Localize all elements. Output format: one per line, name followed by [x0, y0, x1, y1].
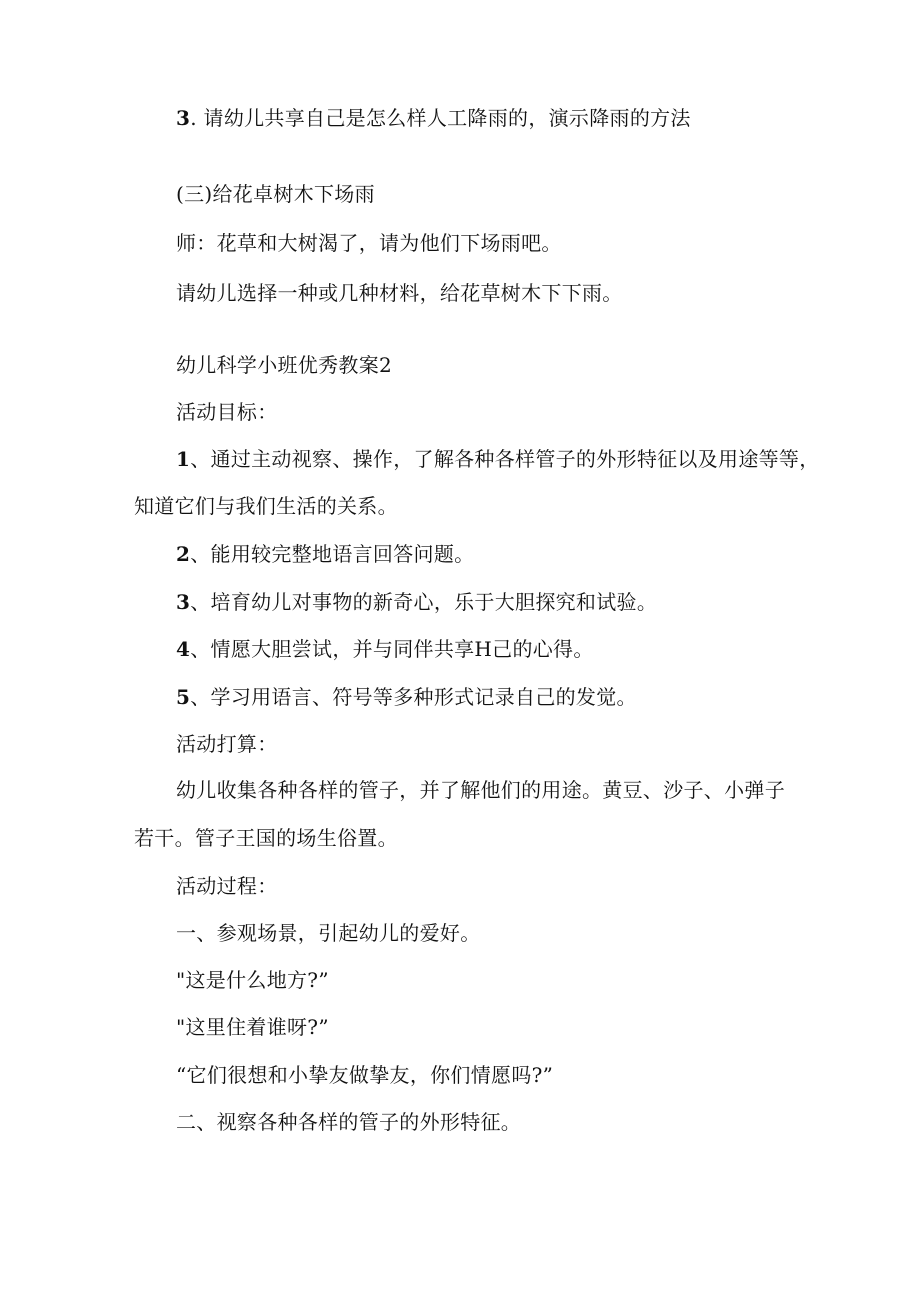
text-line [176, 279, 623, 307]
text-line [176, 919, 481, 947]
section-heading [176, 180, 375, 208]
section-heading [176, 730, 278, 758]
line-text: 幼儿收集各种各样的管子，并了解他们的用途。黄豆、沙子、小弹子 [176, 778, 785, 802]
line-number: 2 [176, 542, 191, 566]
text-line [176, 1061, 553, 1089]
line-number: 3 [176, 106, 191, 130]
line-text: 师：花草和大树渴了，请为他们下场雨吧。 [176, 231, 562, 255]
section-heading [176, 398, 278, 426]
line-text: 活动目标： [176, 400, 278, 424]
line-number: 1 [176, 447, 191, 471]
text-line [134, 492, 398, 520]
list-item [176, 683, 637, 711]
line-text: 、情愿大胆尝试，并与同伴共享H己的心得。 [190, 637, 594, 661]
line-text: "这里住着谁呀?” [176, 1015, 329, 1039]
line-text: 、能用较完整地语言回答问题。 [190, 542, 475, 566]
section-heading [176, 872, 278, 900]
list-item [176, 635, 594, 663]
line-text: 、学习用语言、符号等多种形式记录自己的发觉。 [190, 685, 637, 709]
document-title [176, 351, 392, 379]
line-text: "这是什么地方?” [176, 968, 329, 992]
line-number: 3 [176, 590, 191, 614]
line-text: 、通过主动视察、操作，了解各种各样管子的外形特征以及用途等等， [190, 447, 820, 471]
line-text: “它们很想和小挚友做挚友，你们情愿吗?” [176, 1063, 554, 1087]
text-line [176, 966, 329, 994]
line-number: 5 [176, 685, 191, 709]
text-line [176, 104, 691, 132]
line-text: (三)给花卓树木下场雨 [176, 182, 375, 206]
line-text: . 请幼儿共享自己是怎么样人工降雨的，演示降雨的方法 [190, 106, 691, 130]
line-text: 幼儿科学小班优秀教案2 [176, 353, 393, 377]
line-text: 活动过程： [176, 874, 278, 898]
text-line [176, 776, 785, 804]
line-text: 一、参观场景，引起幼儿的爱好。 [176, 921, 481, 945]
list-item [176, 445, 820, 473]
line-text: 、培育幼儿对事物的新奇心，乐于大胆探究和试验。 [190, 590, 658, 614]
line-text: 请幼儿选择一种或几种材料，给花草树木下下雨。 [176, 281, 623, 305]
line-number: 4 [176, 637, 191, 661]
line-text: 若干。管子王国的场生俗置。 [134, 826, 398, 850]
list-item [176, 540, 474, 568]
line-text: 二、视察各种各样的管子的外形特征。 [176, 1110, 522, 1134]
list-item [176, 588, 657, 616]
text-line [176, 229, 562, 257]
line-text: 活动打算： [176, 732, 278, 756]
line-text: 知道它们与我们生活的关系。 [134, 494, 398, 518]
text-line [176, 1013, 329, 1041]
text-line [176, 1108, 521, 1136]
text-line [134, 824, 398, 852]
